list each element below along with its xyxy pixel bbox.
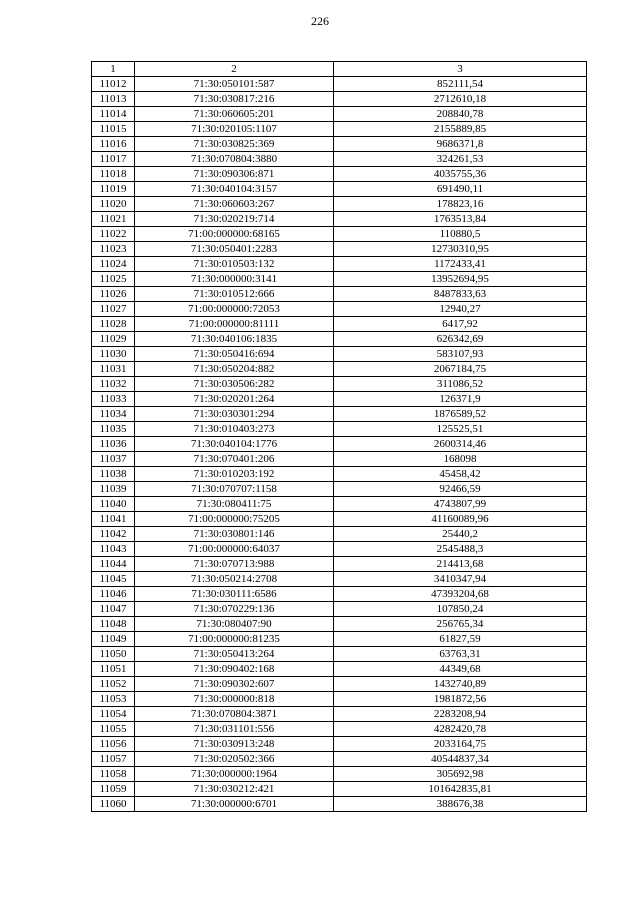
- cadastral-number-cell: 71:30:040106:1835: [135, 332, 334, 347]
- cadastral-number-cell: 71:30:070707:1158: [135, 482, 334, 497]
- value-cell: 44349,68: [334, 662, 587, 677]
- value-cell: 9686371,8: [334, 137, 587, 152]
- cadastral-number-cell: 71:30:030212:421: [135, 782, 334, 797]
- cadastral-number-cell: 71:30:020219:714: [135, 212, 334, 227]
- value-cell: 178823,16: [334, 197, 587, 212]
- row-number-cell: 11018: [92, 167, 135, 182]
- row-number-cell: 11055: [92, 722, 135, 737]
- table-row: [92, 302, 587, 317]
- row-number-cell: 11051: [92, 662, 135, 677]
- cadastral-number-cell: 71:30:010512:666: [135, 287, 334, 302]
- row-number-cell: 11034: [92, 407, 135, 422]
- cadastral-number-cell: 71:30:050204:882: [135, 362, 334, 377]
- column-header-3: 3: [334, 62, 587, 77]
- table-row: [92, 437, 587, 452]
- cadastral-number-cell: 71:30:020201:264: [135, 392, 334, 407]
- row-number-cell: 11025: [92, 272, 135, 287]
- value-cell: 168098: [334, 452, 587, 467]
- cadastral-number-cell: 71:30:050214:2708: [135, 572, 334, 587]
- table-row: [92, 737, 587, 752]
- table-row: [92, 287, 587, 302]
- value-cell: 25440,2: [334, 527, 587, 542]
- cadastral-number-cell: 71:30:050401:2283: [135, 242, 334, 257]
- table-row: [92, 182, 587, 197]
- cadastral-number-cell: 71:30:010203:192: [135, 467, 334, 482]
- data-table: [91, 61, 587, 812]
- row-number-cell: 11017: [92, 152, 135, 167]
- table-row: [92, 647, 587, 662]
- row-number-cell: 11028: [92, 317, 135, 332]
- value-cell: 583107,93: [334, 347, 587, 362]
- table-row: [92, 542, 587, 557]
- row-number-cell: 11019: [92, 182, 135, 197]
- table-row: [92, 797, 587, 812]
- value-cell: 388676,38: [334, 797, 587, 812]
- table-row: [92, 572, 587, 587]
- value-cell: 45458,42: [334, 467, 587, 482]
- cadastral-number-cell: 71:00:000000:72053: [135, 302, 334, 317]
- row-number-cell: 11047: [92, 602, 135, 617]
- table-row: [92, 557, 587, 572]
- value-cell: 626342,69: [334, 332, 587, 347]
- cadastral-number-cell: 71:30:080411:75: [135, 497, 334, 512]
- table-row: [92, 527, 587, 542]
- row-number-cell: 11041: [92, 512, 135, 527]
- value-cell: 1432740,89: [334, 677, 587, 692]
- table-row: [92, 92, 587, 107]
- table-row: [92, 77, 587, 92]
- value-cell: 256765,34: [334, 617, 587, 632]
- row-number-cell: 11014: [92, 107, 135, 122]
- cadastral-number-cell: 71:30:000000:818: [135, 692, 334, 707]
- row-number-cell: 11038: [92, 467, 135, 482]
- row-number-cell: 11023: [92, 242, 135, 257]
- cadastral-number-cell: 71:30:080407:90: [135, 617, 334, 632]
- row-number-cell: 11024: [92, 257, 135, 272]
- row-number-cell: 11057: [92, 752, 135, 767]
- cadastral-number-cell: 71:30:020105:1107: [135, 122, 334, 137]
- cadastral-number-cell: 71:30:030111:6586: [135, 587, 334, 602]
- value-cell: 92466,59: [334, 482, 587, 497]
- value-cell: 324261,53: [334, 152, 587, 167]
- cadastral-number-cell: 71:30:000000:1964: [135, 767, 334, 782]
- value-cell: 107850,24: [334, 602, 587, 617]
- table-row: [92, 677, 587, 692]
- value-cell: 8487833,63: [334, 287, 587, 302]
- table-row: [92, 467, 587, 482]
- row-number-cell: 11035: [92, 422, 135, 437]
- value-cell: 41160089,96: [334, 512, 587, 527]
- value-cell: 12940,27: [334, 302, 587, 317]
- value-cell: 2033164,75: [334, 737, 587, 752]
- cadastral-number-cell: 71:30:031101:556: [135, 722, 334, 737]
- table-row: [92, 272, 587, 287]
- cadastral-number-cell: 71:30:010503:132: [135, 257, 334, 272]
- table-row: [92, 197, 587, 212]
- cadastral-number-cell: 71:30:030801:146: [135, 527, 334, 542]
- value-cell: 2155889,85: [334, 122, 587, 137]
- row-number-cell: 11058: [92, 767, 135, 782]
- column-header-2: 2: [135, 62, 334, 77]
- table-row: [92, 227, 587, 242]
- table-row: [92, 602, 587, 617]
- value-cell: 4282420,78: [334, 722, 587, 737]
- table-row: [92, 137, 587, 152]
- row-number-cell: 11015: [92, 122, 135, 137]
- table-row: [92, 377, 587, 392]
- table-row: [92, 482, 587, 497]
- row-number-cell: 11029: [92, 332, 135, 347]
- row-number-cell: 11052: [92, 677, 135, 692]
- value-cell: 3410347,94: [334, 572, 587, 587]
- value-cell: 1172433,41: [334, 257, 587, 272]
- value-cell: 2600314,46: [334, 437, 587, 452]
- row-number-cell: 11012: [92, 77, 135, 92]
- table-row: [92, 452, 587, 467]
- cadastral-number-cell: 71:30:030825:369: [135, 137, 334, 152]
- value-cell: 6417,92: [334, 317, 587, 332]
- row-number-cell: 11050: [92, 647, 135, 662]
- table-row: [92, 257, 587, 272]
- row-number-cell: 11043: [92, 542, 135, 557]
- cadastral-number-cell: 71:30:010403:273: [135, 422, 334, 437]
- value-cell: 4035755,36: [334, 167, 587, 182]
- table-row: [92, 587, 587, 602]
- page-number: 226: [311, 14, 329, 28]
- table-row: [92, 407, 587, 422]
- table-row: [92, 152, 587, 167]
- row-number-cell: 11026: [92, 287, 135, 302]
- table-row: [92, 122, 587, 137]
- row-number-cell: 11049: [92, 632, 135, 647]
- table-row: [92, 782, 587, 797]
- value-cell: 13952694,95: [334, 272, 587, 287]
- row-number-cell: 11053: [92, 692, 135, 707]
- value-cell: 12730310,95: [334, 242, 587, 257]
- row-number-cell: 11020: [92, 197, 135, 212]
- value-cell: 125525,51: [334, 422, 587, 437]
- cadastral-number-cell: 71:30:090402:168: [135, 662, 334, 677]
- value-cell: 63763,31: [334, 647, 587, 662]
- row-number-cell: 11056: [92, 737, 135, 752]
- value-cell: 852111,54: [334, 77, 587, 92]
- cadastral-number-cell: 71:30:050101:587: [135, 77, 334, 92]
- table-row: [92, 617, 587, 632]
- value-cell: 40544837,34: [334, 752, 587, 767]
- cadastral-number-cell: 71:30:090306:871: [135, 167, 334, 182]
- value-cell: 110880,5: [334, 227, 587, 242]
- cadastral-number-cell: 71:30:030301:294: [135, 407, 334, 422]
- value-cell: 2545488,3: [334, 542, 587, 557]
- row-number-cell: 11044: [92, 557, 135, 572]
- header-row: [92, 62, 587, 77]
- cadastral-number-cell: 71:30:070713:988: [135, 557, 334, 572]
- value-cell: 1981872,56: [334, 692, 587, 707]
- cadastral-number-cell: 71:00:000000:81111: [135, 317, 334, 332]
- table-row: [92, 722, 587, 737]
- value-cell: 4743807,99: [334, 497, 587, 512]
- row-number-cell: 11022: [92, 227, 135, 242]
- table-row: [92, 662, 587, 677]
- table-row: [92, 362, 587, 377]
- table-row: [92, 497, 587, 512]
- value-cell: 1763513,84: [334, 212, 587, 227]
- row-number-cell: 11030: [92, 347, 135, 362]
- cadastral-number-cell: 71:30:090302:607: [135, 677, 334, 692]
- cadastral-number-cell: 71:00:000000:75205: [135, 512, 334, 527]
- table-row: [92, 632, 587, 647]
- cadastral-number-cell: 71:30:070804:3880: [135, 152, 334, 167]
- row-number-cell: 11054: [92, 707, 135, 722]
- cadastral-number-cell: 71:30:040104:1776: [135, 437, 334, 452]
- cadastral-number-cell: 71:30:030817:216: [135, 92, 334, 107]
- table-row: [92, 392, 587, 407]
- cadastral-number-cell: 71:30:000000:3141: [135, 272, 334, 287]
- row-number-cell: 11033: [92, 392, 135, 407]
- cadastral-number-cell: 71:30:030913:248: [135, 737, 334, 752]
- row-number-cell: 11016: [92, 137, 135, 152]
- cadastral-number-cell: 71:30:040104:3157: [135, 182, 334, 197]
- cadastral-number-cell: 71:30:070401:206: [135, 452, 334, 467]
- table-row: [92, 767, 587, 782]
- value-cell: 2067184,75: [334, 362, 587, 377]
- row-number-cell: 11032: [92, 377, 135, 392]
- value-cell: 101642835,81: [334, 782, 587, 797]
- cadastral-number-cell: 71:30:020502:366: [135, 752, 334, 767]
- cadastral-number-cell: 71:30:060603:267: [135, 197, 334, 212]
- table-row: [92, 242, 587, 257]
- table-row: [92, 752, 587, 767]
- cadastral-number-cell: 71:30:070229:136: [135, 602, 334, 617]
- value-cell: 61827,59: [334, 632, 587, 647]
- row-number-cell: 11048: [92, 617, 135, 632]
- value-cell: 311086,52: [334, 377, 587, 392]
- value-cell: 126371,9: [334, 392, 587, 407]
- table-row: [92, 212, 587, 227]
- value-cell: 214413,68: [334, 557, 587, 572]
- row-number-cell: 11042: [92, 527, 135, 542]
- value-cell: 2283208,94: [334, 707, 587, 722]
- table-row: [92, 422, 587, 437]
- cadastral-number-cell: 71:30:050413:264: [135, 647, 334, 662]
- row-number-cell: 11036: [92, 437, 135, 452]
- row-number-cell: 11045: [92, 572, 135, 587]
- row-number-cell: 11059: [92, 782, 135, 797]
- table-row: [92, 347, 587, 362]
- table-row: [92, 692, 587, 707]
- row-number-cell: 11039: [92, 482, 135, 497]
- row-number-cell: 11037: [92, 452, 135, 467]
- row-number-cell: 11013: [92, 92, 135, 107]
- table-row: [92, 512, 587, 527]
- value-cell: 1876589,52: [334, 407, 587, 422]
- table-row: [92, 707, 587, 722]
- cadastral-number-cell: 71:30:070804:3871: [135, 707, 334, 722]
- row-number-cell: 11031: [92, 362, 135, 377]
- row-number-cell: 11040: [92, 497, 135, 512]
- cadastral-number-cell: 71:00:000000:68165: [135, 227, 334, 242]
- table-row: [92, 332, 587, 347]
- table-row: [92, 107, 587, 122]
- row-number-cell: 11021: [92, 212, 135, 227]
- row-number-cell: 11060: [92, 797, 135, 812]
- row-number-cell: 11046: [92, 587, 135, 602]
- cadastral-number-cell: 71:00:000000:81235: [135, 632, 334, 647]
- value-cell: 691490,11: [334, 182, 587, 197]
- table-header: [92, 62, 587, 77]
- value-cell: 305692,98: [334, 767, 587, 782]
- cadastral-number-cell: 71:30:060605:201: [135, 107, 334, 122]
- cadastral-number-cell: 71:00:000000:64037: [135, 542, 334, 557]
- row-number-cell: 11027: [92, 302, 135, 317]
- column-header-1: 1: [92, 62, 135, 77]
- table-row: [92, 317, 587, 332]
- table-row: [92, 167, 587, 182]
- cadastral-number-cell: 71:30:030506:282: [135, 377, 334, 392]
- table-body: [92, 77, 587, 812]
- cadastral-number-cell: 71:30:000000:6701: [135, 797, 334, 812]
- value-cell: 47393204,68: [334, 587, 587, 602]
- value-cell: 208840,78: [334, 107, 587, 122]
- cadastral-number-cell: 71:30:050416:694: [135, 347, 334, 362]
- value-cell: 2712610,18: [334, 92, 587, 107]
